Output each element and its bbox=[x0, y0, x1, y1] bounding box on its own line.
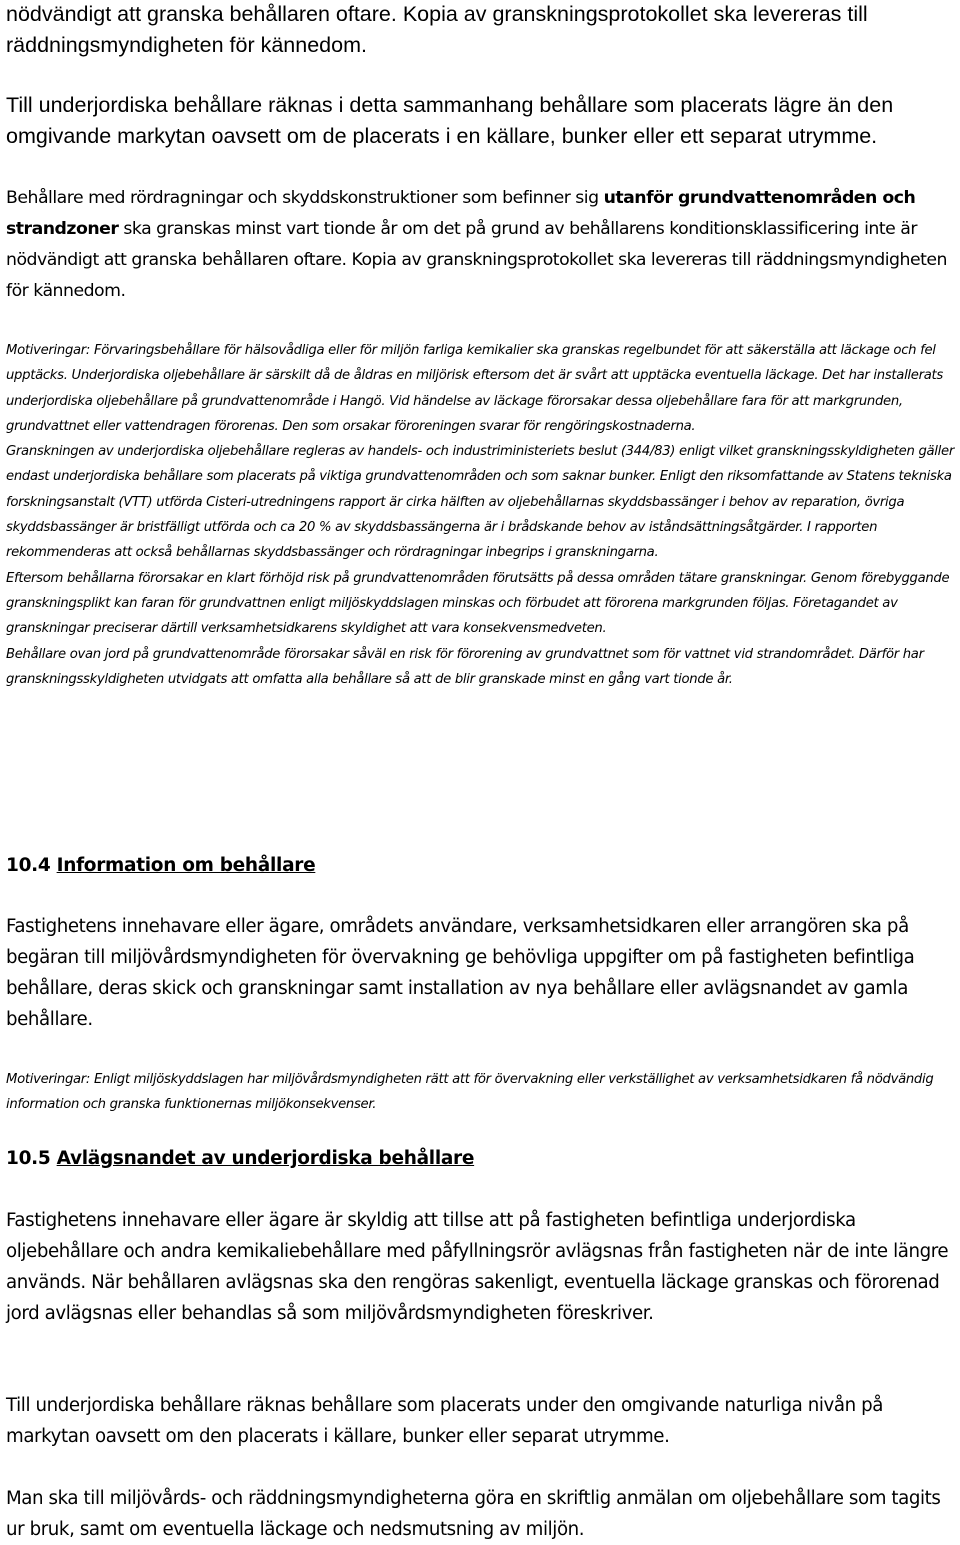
section-title: Information om behållare bbox=[56, 855, 316, 876]
motivation-paragraph-1: Motiveringar: Förvaringsbehållare för hälsovådliga eller för miljön farliga kemikalier ska granskas regelbundet för att säkerställa att läckage och fel upptäcks. Underjordiska oljebehållare är särskilt då de åldras en miljörisk eftersom det är svårt att upptäcka eventuella läckage. Det har installerats underjordiska oljebehållare på grundvattenområde i Hangö. Vid händelse av läckage förorsakar dessa oljebehållare fara för att markgrunden, grundvattnet eller vattendragen förorenas. Den som orsakar föroreningen svarar för rengöringskostnaderna. bbox=[6, 343, 943, 434]
motivation-information: Motiveringar: Enligt miljöskyddslagen har miljövårdsmyndigheten rätt att för övervakning eller verkställighet av verksamhetsidkaren få nödvändig information och granska funktionernas miljökonsekvenser. bbox=[6, 1072, 934, 1113]
paragraph-outside-groundwater bbox=[6, 183, 956, 307]
motivation-paragraph-3: Eftersom behållarna förorsakar en klart förhöjd risk på grundvattenområden förutsätts på dessa områden tätare granskningar. Genom förebyggande granskningsplikt kan faran för grundvattnen enligt miljöskyddslagen minskas och förbudet att förorena markgrunden följas. Företagandet av granskningar preciserar därtill verksamhetsidkarens skyldighet att vara konsekvensmedveten. bbox=[6, 570, 950, 637]
paragraph-removal-duty: Fastighetens innehavare eller ägare är skyldig att tillse att på fastigheten befintliga underjordiska oljebehållare och andra kemikaliebehållare med påfyllningsrör avlägsnas från fastigheten när de inte längre används. När behållaren avlägsnas ska den rengöras sakenligt, eventuella läckage granskas och förorenad jord avlägsnas eller behandlas så som miljövårdsmyndigheten föreskriver. bbox=[6, 1210, 949, 1324]
paragraph-inspection-copy: nödvändigt att granska behållaren oftare. Kopia av granskningsprotokollet ska levereras till räddningsmyndigheten för kännedom. bbox=[6, 2, 868, 57]
section-number: 10.5 bbox=[6, 1148, 51, 1169]
section-title: Avlägsnandet av underjordiska behållare bbox=[56, 1148, 475, 1169]
text-bold-outside-zones: utanför grundvattenområden och strandzoner bbox=[6, 188, 916, 239]
text-pre: Behållare med rördragningar och skyddskonstruktioner som befinner sig bbox=[6, 188, 604, 208]
section-number: 10.4 bbox=[6, 855, 51, 876]
paragraph-underground-definition: Till underjordiska behållare räknas i detta sammanhang behållare som placerats lägre än den omgivande markytan oavsett om de placerats i en källare, bunker eller ett separat utrymme. bbox=[6, 93, 894, 148]
paragraph-information: Fastighetens innehavare eller ägare, områdets användare, verksamhetsidkaren eller arrangören ska på begäran till miljövårdsmyndigheten för övervakning ge behövliga uppgifter om på fastigheten befintliga behållare, deras skick och granskningar samt installation av nya behållare eller avlägsnandet av gamla behållare. bbox=[6, 916, 915, 1030]
text-post: ska granskas minst vart tionde år om det på grund av behållarens konditionsklassificering inte är nödvändigt att granska behållaren oftare. Kopia av granskningsprotokollet ska levereras till räddningsmyndigheten för kännedom. bbox=[6, 219, 947, 301]
motivation-block bbox=[6, 338, 956, 692]
section-heading-10-4 bbox=[6, 852, 956, 880]
paragraph-removal-definition: Till underjordiska behållare räknas behållare som placerats under den omgivande naturliga nivån på markytan oavsett om den placerats i källare, bunker eller separat utrymme. bbox=[6, 1395, 884, 1447]
motivation-paragraph-4: Behållare ovan jord på grundvattenområde förorsakar såväl en risk för förorening av grundvattnet som för vattnet vid strandområdet. Därför har granskningsskyldigheten utvidgats att omfatta alla behållare så att de blir granskade minst en gång vart tionde år. bbox=[6, 646, 924, 687]
section-heading-10-5 bbox=[6, 1145, 956, 1173]
motivation-paragraph-2: Granskningen av underjordiska oljebehållare regleras av handels- och industriministeriets beslut (344/83) enligt vilket granskningsskyldigheten gäller endast underjordiska behållare som placerats på viktiga grundvattenområden och som saknar bunker. Enligt den riksomfattande av Statens tekniska forskningsanstalt (VTT) utförda Cisteri-utredningens rapport är cirka hälften av oljebehållarnas skyddsbassänger i behov av reparation, övriga skyddsbassänger är bristfälligt utförda och ca 20 % av skyddsbassängerna är i brådskande behov av iståndsättningsåtgärder. I rapporten rekommenderas att också behållarnas skyddsbassänger och rördragningar inbegrips i granskningarna. bbox=[6, 444, 954, 561]
paragraph-notification: Man ska till miljövårds- och räddningsmyndigheterna göra en skriftlig anmälan om oljebehållare som tagits ur bruk, samt om eventuella läckage och nedsmutsning av miljön. bbox=[6, 1488, 941, 1540]
